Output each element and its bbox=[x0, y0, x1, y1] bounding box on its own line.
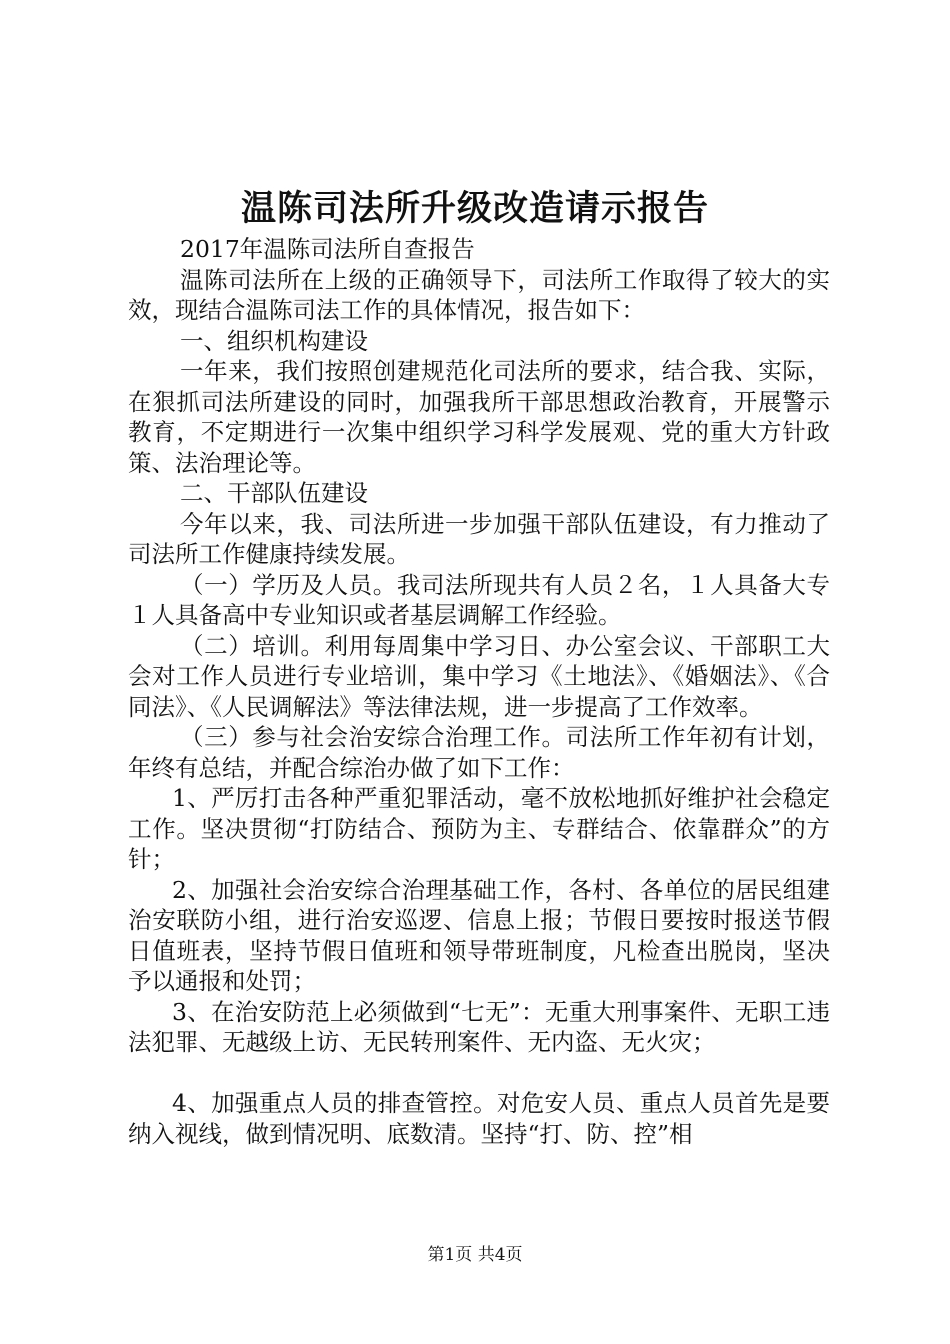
section-heading: 二、干部队伍建设 bbox=[180, 479, 368, 507]
section-heading: 一、组织机构建设 bbox=[180, 326, 368, 355]
list-item: 3、在治安防范上必须做到“七无”：无重大刑事案件、无职工违法犯罪、无越级上访、无民转刑案件、无内盗、无火灾； bbox=[128, 997, 830, 1056]
document-title: 温陈司法所升级改造请示报告 bbox=[240, 188, 709, 229]
paragraph: 2017年温陈司法所自查报告 bbox=[180, 235, 475, 263]
list-item: 4、加强重点人员的排查管控。对危安人员、重点人员首先是要纳入视线，做到情况明、底数清。坚持“打、防、控”相 bbox=[128, 1089, 830, 1148]
blank-line bbox=[128, 1058, 830, 1089]
list-item: 1、严厉打击各种严重犯罪活动，毫不放松地抓好维护社会稳定工作。坚决贯彻“打防结合、预防为主、专群结合、依靠群众”的方针； bbox=[128, 784, 830, 873]
page-footer: 第1页 共4页 bbox=[427, 1245, 523, 1265]
paragraph: 今年以来，我、司法所进一步加强干部队伍建设，有力推动了司法所工作健康持续发展。 bbox=[128, 509, 830, 568]
paragraph: （三）参与社会治安综合治理工作。司法所工作年初有计划，年终有总结，并配合综治办做了如下工作： bbox=[128, 723, 830, 782]
paragraph: 温陈司法所在上级的正确领导下，司法所工作取得了较大的实效，现结合温陈司法工作的具体情况，报告如下： bbox=[128, 265, 830, 324]
paragraph: （一）学历及人员。我司法所现共有人员２名，１人具备大专１人具备高中专业知识或者基层调解工作经验。 bbox=[128, 570, 830, 629]
document-body bbox=[128, 234, 830, 1149]
list-item: 2、加强社会治安综合治理基础工作，各村、各单位的居民组建治安联防小组，进行治安巡逻、信息上报；节假日要按时报送节假日值班表，坚持节假日值班和领导带班制度，凡检查出脱岗，坚决予以通报和处罚； bbox=[128, 875, 830, 995]
paragraph: 一年来，我们按照创建规范化司法所的要求，结合我、实际，在狠抓司法所建设的同时，加强我所干部思想政治教育，开展警示教育，不定期进行一次集中组织学习科学发展观、党的重大方针政策、法治理论等。 bbox=[128, 357, 830, 477]
paragraph: （二）培训。利用每周集中学习日、办公室会议、干部职工大会对工作人员进行专业培训，集中学习《土地法》、《婚姻法》、《合同法》、《人民调解法》等法律法规，进一步提高了工作效率。 bbox=[128, 631, 830, 721]
